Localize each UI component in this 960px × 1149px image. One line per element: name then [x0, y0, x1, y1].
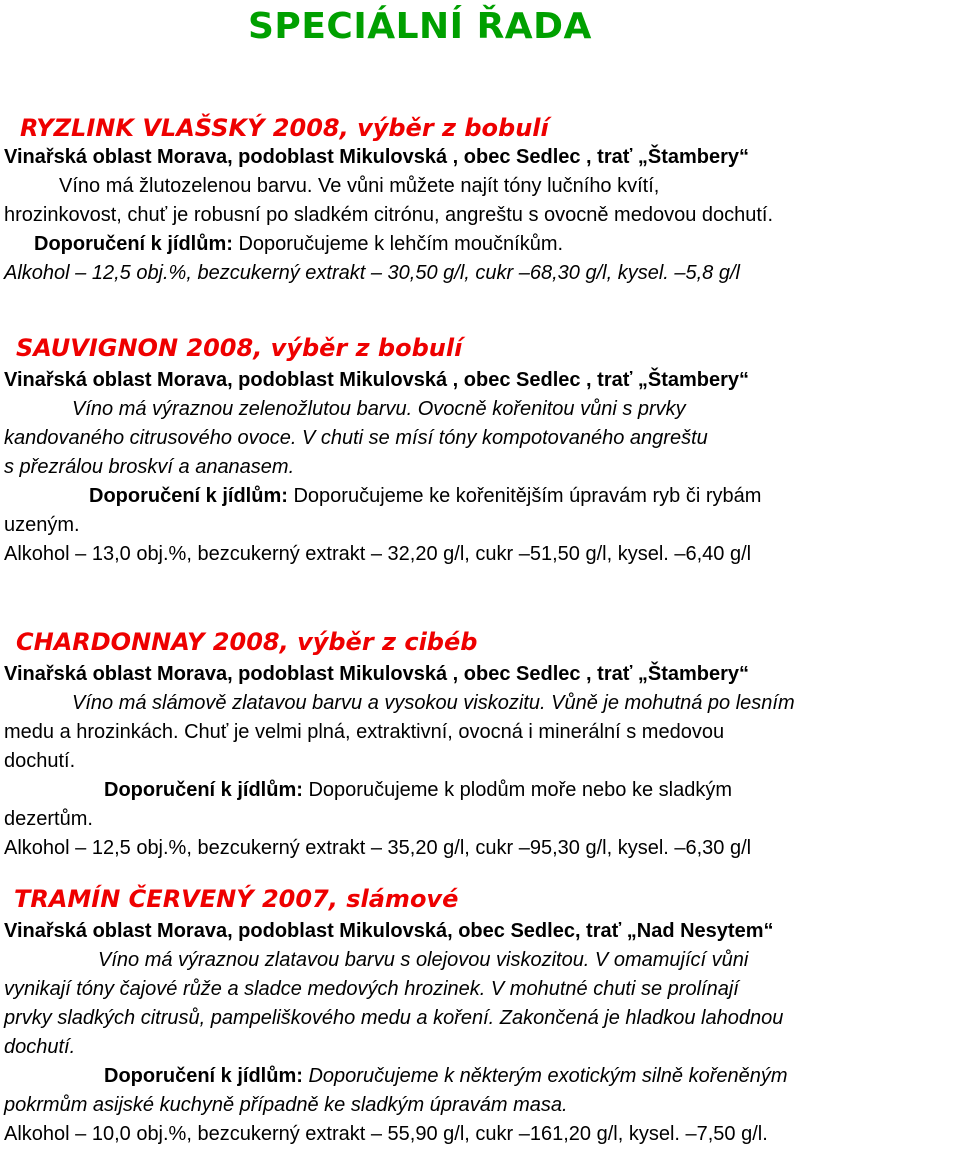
recommendation-text-continued: uzeným.: [4, 514, 80, 536]
wine-stats: Alkohol – 12,5 obj.%, bezcukerný extrakt – 35,20 g/l, cukr –95,30 g/l, kysel. –6,30 g/l: [4, 837, 752, 859]
recommendation-text: Doporučujeme k některým exotickým silně kořeněným: [308, 1065, 788, 1087]
wine-stats: Alkohol – 10,0 obj.%, bezcukerný extrakt – 55,90 g/l, cukr –161,20 g/l, kysel. –7,50 g/l.: [4, 1123, 768, 1145]
recommendation-text: Doporučujeme ke kořenitějším úpravám ryb či rybám: [293, 485, 762, 507]
recommendation-label: Doporučení k jídlům:: [34, 233, 233, 255]
food-recommendation: [4, 1062, 960, 1091]
wine-description-line: dochutí.: [4, 1036, 76, 1058]
wine-entry: [4, 333, 960, 569]
page-title: SPECIÁLNÍ ŘADA: [248, 6, 592, 47]
recommendation-label: Doporučení k jídlům:: [89, 485, 288, 507]
wine-origin: Vinařská oblast Morava, podoblast Mikulovská , obec Sedlec , trať „Štambery“: [4, 146, 750, 168]
wine-description-line: dochutí.: [4, 750, 76, 772]
wine-description-line: kandovaného citrusového ovoce. V chuti se mísí tóny kompotovaného angreštu: [4, 427, 708, 449]
wine-description-line: Víno má výraznou zlatavou barvu s olejovou viskozitou. V omamující vůni: [98, 949, 749, 971]
wine-title: RYZLINK VLAŠSKÝ 2008, výběr z bobulí: [20, 114, 549, 142]
wine-origin: Vinařská oblast Morava, podoblast Mikulovská , obec Sedlec , trať „Štambery“: [4, 369, 750, 391]
wine-description-line: Víno má slámově zlatavou barvu a vysokou viskozitu. Vůně je mohutná po lesním: [72, 692, 795, 714]
wine-entry: [4, 884, 960, 1149]
wine-description-line: hrozinkovost, chuť je robusní po sladkém citrónu, angreštu s ovocně medovou dochutí.: [4, 204, 774, 226]
recommendation-text-continued: dezertům.: [4, 808, 93, 830]
recommendation-label: Doporučení k jídlům:: [104, 779, 303, 801]
wine-title: CHARDONNAY 2008, výběr z cibéb: [16, 628, 478, 656]
wine-origin: Vinařská oblast Morava, podoblast Mikulovská, obec Sedlec, trať „Nad Nesytem“: [4, 920, 774, 942]
wine-entry: [4, 627, 960, 863]
recommendation-text: Doporučujeme k plodům moře nebo ke sladkým: [308, 779, 733, 801]
food-recommendation: [4, 776, 960, 805]
wine-title: SAUVIGNON 2008, výběr z bobulí: [16, 334, 463, 362]
recommendation-text-continued: pokrmům asijské kuchyně případně ke sladkým úpravám masa.: [4, 1094, 568, 1116]
food-recommendation: [4, 230, 960, 259]
recommendation-label: Doporučení k jídlům:: [104, 1065, 303, 1087]
wine-description-line: Víno má výraznou zelenožlutou barvu. Ovocně kořenitou vůni s prvky: [72, 398, 686, 420]
recommendation-text: Doporučujeme k lehčím moučníkům.: [238, 233, 564, 255]
wine-title: TRAMÍN ČERVENÝ 2007, slámové: [14, 885, 459, 913]
wine-entry: [4, 113, 960, 288]
food-recommendation: [4, 482, 960, 511]
wine-description-line: prvky sladkých citrusů, pampeliškového medu a koření. Zakončená je hladkou lahodnou: [4, 1007, 784, 1029]
wine-stats: Alkohol – 13,0 obj.%, bezcukerný extrakt – 32,20 g/l, cukr –51,50 g/l, kysel. –6,40 g/l: [4, 543, 752, 565]
wine-origin: Vinařská oblast Morava, podoblast Mikulovská , obec Sedlec , trať „Štambery“: [4, 663, 750, 685]
wine-description-line: Víno má žlutozelenou barvu. Ve vůni můžete najít tóny lučního kvítí,: [59, 175, 660, 197]
wine-stats: Alkohol – 12,5 obj.%, bezcukerný extrakt – 30,50 g/l, cukr –68,30 g/l, kysel. –5,8 g/l: [4, 262, 740, 284]
wine-description-line: vynikají tóny čajové růže a sladce medových hrozinek. V mohutné chuti se prolínají: [4, 978, 739, 1000]
wine-description-line: s přezrálou broskví a ananasem.: [4, 456, 295, 478]
wine-description-line: medu a hrozinkách. Chuť je velmi plná, extraktivní, ovocná i minerální s medovou: [4, 721, 725, 743]
